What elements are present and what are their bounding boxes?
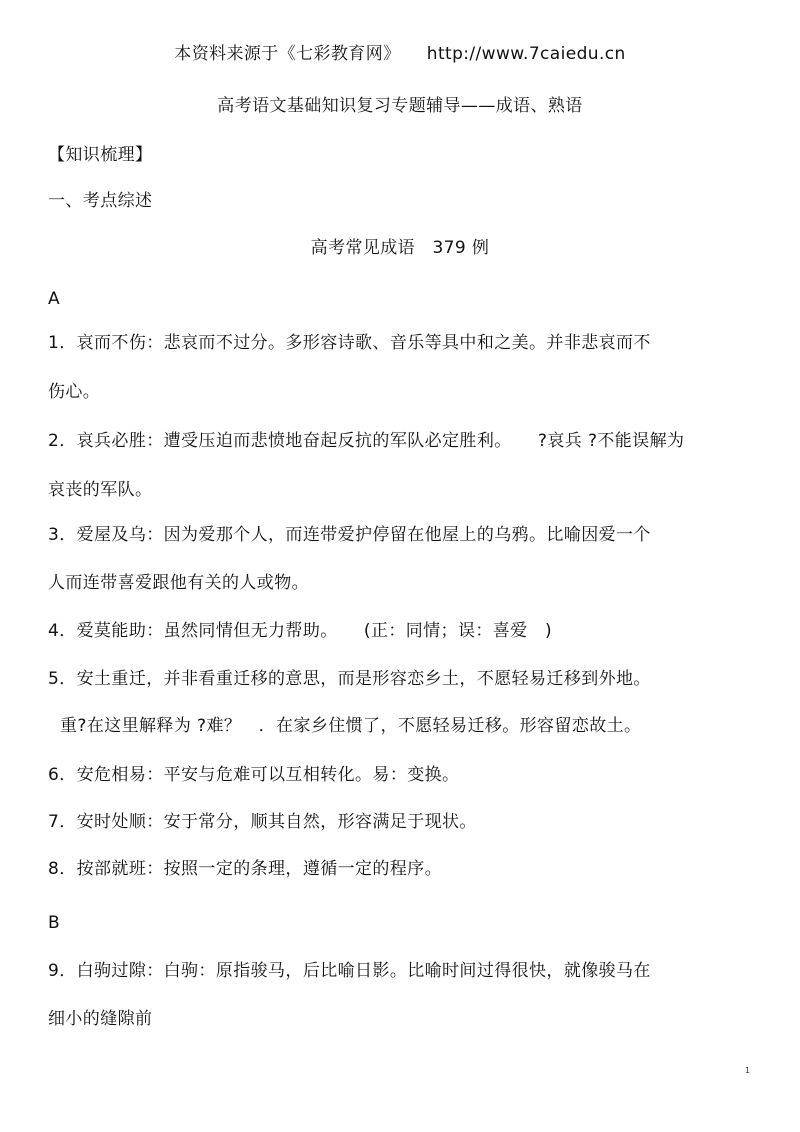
entry-3-line-2: 人而连带喜爱跟他有关的人或物。	[48, 573, 309, 593]
entry-3-line-1: 3．爱屋及乌：因为爱那个人，而连带爱护停留在他屋上的乌鸦。比喻因爱一个	[48, 525, 651, 545]
group-letter-a: A	[48, 289, 61, 309]
knowledge-heading: 【知识梳理】	[48, 145, 153, 165]
entry-5-line-2: 重?在这里解释为 ?难？ ．在家乡住惯了，不愿轻易迁移。形容留恋故土。	[60, 716, 642, 736]
entry-2-line-1: 2．哀兵必胜：遭受压迫而悲愤地奋起反抗的军队必定胜利。 ?哀兵 ?不能误解为	[48, 431, 685, 451]
group-letter-b: B	[48, 913, 61, 933]
overview-heading: 一、考点综述	[48, 191, 153, 211]
document-title: 高考语文基础知识复习专题辅导——成语、熟语	[217, 96, 583, 116]
entry-7-line-1: 7．安时处顺：安于常分，顺其自然，形容满足于现状。	[48, 812, 477, 832]
entry-9-line-2: 细小的缝隙前	[48, 1009, 153, 1029]
page-number: 1	[745, 1066, 751, 1075]
entry-6-line-1: 6．安危相易：平安与危难可以互相转化。易：变换。	[48, 765, 460, 785]
entry-8-line-1: 8．按部就班：按照一定的条理，遵循一定的程序。	[48, 859, 443, 879]
entry-1-line-2: 伤心。	[48, 382, 101, 402]
entry-4-line-1: 4．爱莫能助：虽然同情但无力帮助。 (正：同情；误：喜爱 )	[48, 621, 552, 641]
idiom-list-title: 高考常见成语 379 例	[310, 238, 490, 258]
entry-2-line-2: 哀丧的军队。	[48, 480, 153, 500]
entry-1-line-1: 1．哀而不伤：悲哀而不过分。多形容诗歌、音乐等具中和之美。并非悲哀而不	[48, 333, 651, 353]
entry-9-line-1: 9．白驹过隙：白驹：原指骏马，后比喻日影。比喻时间过得很快，就像骏马在	[48, 961, 651, 981]
source-line: 本资料来源于《七彩教育网》 http://www.7caiedu.cn	[174, 44, 626, 64]
entry-5-line-1: 5．安土重迁，并非看重迁移的意思，而是形容恋乡土，不愿轻易迁移到外地。	[48, 669, 651, 689]
